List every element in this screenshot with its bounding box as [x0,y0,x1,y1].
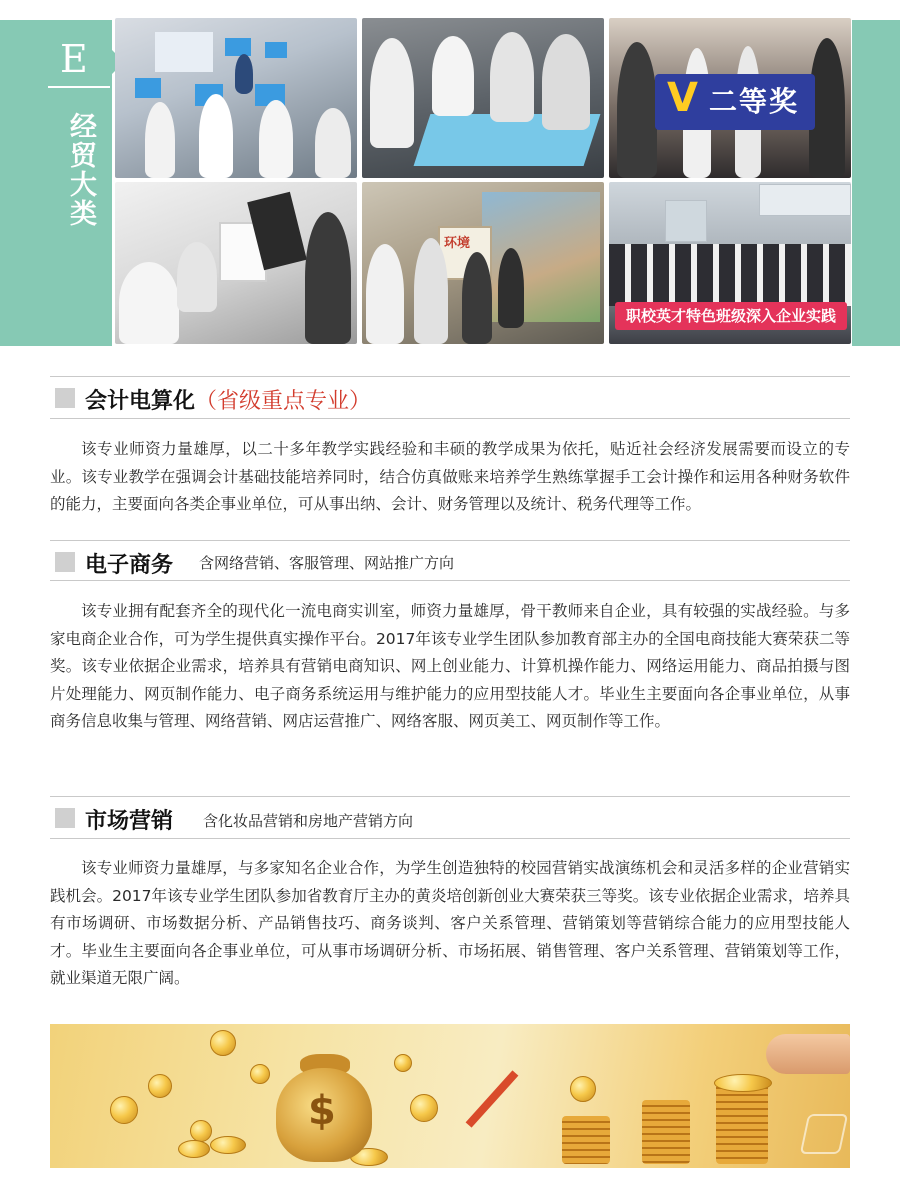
coin-stack [562,1116,610,1164]
photo-company-practice-group [609,182,851,344]
growth-arrow-icon [466,1070,519,1127]
coin-icon [394,1054,412,1072]
award-banner-text: 二等奖 [709,85,800,118]
section-subtitle-ecommerce: 含网络营销、客服管理、网站推广方向 [199,554,455,572]
coin-icon [190,1120,212,1142]
dollar-sign-icon: $ [308,1088,336,1134]
coin-icon [148,1074,172,1098]
accent-strip-right [852,20,900,346]
header-photo-band [0,0,900,346]
watermark-logo-icon [800,1114,849,1154]
coin-stack [642,1100,690,1164]
section-title-text: 会计电算化 [85,389,196,414]
coin-stack [716,1082,768,1164]
photo-real-estate-visit [362,182,604,344]
section-title-accounting [85,384,371,415]
section-title-marketing: 市场营销 [85,809,174,834]
section-subtitle-marketing: 含化妆品营销和房地产营销方向 [203,812,414,830]
coin-icon [714,1074,772,1092]
section-divider-top [50,796,850,797]
section-divider-bottom [50,838,850,839]
section-divider-top [50,376,850,377]
section-divider-top [50,540,850,541]
section-body-accounting: 该专业师资力量雄厚，以二十多年教学实践经验和丰硕的教学成果为依托，贴近社会经济发展需要而设立的专业。该专业教学在强调会计基础技能培养同时，结合仿真做账来培养学生熟练掌握手工会计操作和运用各种财务软件的能力，主要面向各类企事业单位，可从事出纳、会计、财务管理以及统计、税务代理等工作。 [50,440,850,513]
section-body-ecommerce: 该专业拥有配套齐全的现代化一流电商实训室，师资力量雄厚，骨干教师来自企业，具有较强的实战经验。与多家电商企业合作，可为学生提供真实操作平台。2017年该专业学生团队参加教育部主办的全国电商技能大赛荣获二等奖。该专业依据企业需求，培养具有营销电商知识、网上创业能力、计算机操作能力、网络运用能力、商品拍摄与图片处理能力、网页制作能力、电子商务系统运用与维护能力的应用型技能人才。毕业生主要面向各企事业单位，从事商务信息收集与管理、网络营销、网店运营推广、网络客服、网页美工、网页制作等工作。 [50,602,850,730]
photo-sand-table [362,18,604,178]
coin-icon [210,1136,246,1154]
coin-icon [250,1064,270,1084]
coin-icon [570,1076,596,1102]
section-body-marketing: 该专业师资力量雄厚，与多家知名企业合作，为学生创造独特的校园营销实战演练机会和灵活多样的企业营销实践机会。2017年该专业学生团队参加省教育厅主办的黄炎培创新创业大赛荣获三等奖。该专业依据企业需求，培养具有市场调研、市场数据分析、产品销售技巧、商务谈判、客户关系管理、营销策划等营销综合能力的应用型技能人才。毕业生主要面向各企事业单位，可从事市场调研分析、市场拓展、销售管理、客户关系管理、营销策划等工作，就业渠道无限广阔。 [50,859,850,987]
section-tag: （省级重点专业） [195,389,372,414]
category-letter: E [60,37,88,81]
section-marker-icon [55,388,75,408]
section-divider-bottom [50,580,850,581]
group-banner-text: 职校英才特色班级深入企业实践 [625,307,836,325]
coin-icon [178,1140,210,1158]
coin-icon [410,1094,438,1122]
hand-icon [766,1034,850,1074]
photo-studio [115,182,357,344]
photo-award-ceremony [609,18,851,178]
photo-computer-lab [115,18,357,178]
section-marker-icon [55,808,75,828]
coin-icon [210,1030,236,1056]
section-marker-icon [55,552,75,572]
finance-coins-banner [50,1024,850,1168]
exhibit-sign-text: 环境 [444,236,471,251]
section-title-ecommerce: 电子商务 [85,553,174,578]
coin-icon [110,1096,138,1124]
award-v-mark: V [667,75,698,121]
category-title: 经贸大类 [65,112,96,228]
badge-divider [48,86,110,88]
section-divider-bottom [50,418,850,419]
